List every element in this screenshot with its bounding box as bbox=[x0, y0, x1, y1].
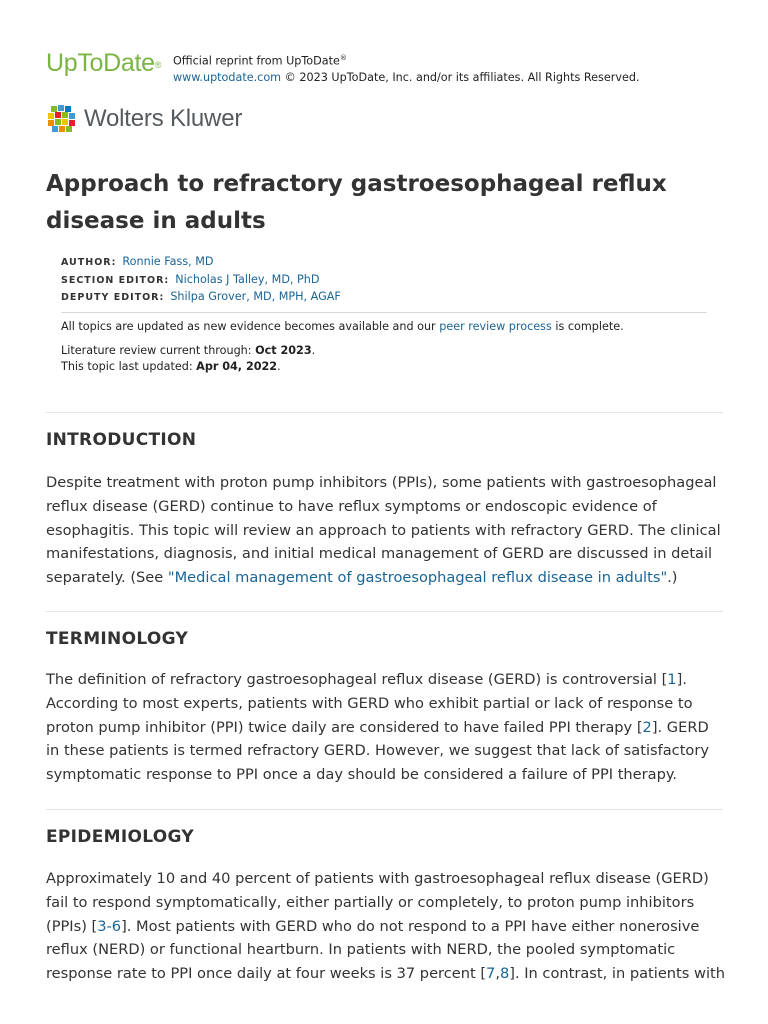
literature-review-date: Literature review current through: Oct 2023. bbox=[61, 344, 316, 357]
peer-review-link[interactable]: peer review process bbox=[439, 320, 552, 333]
uptodate-logo-text: UpToDate bbox=[46, 49, 155, 77]
reprint-notice bbox=[173, 50, 640, 86]
wolters-kluwer-mosaic-icon bbox=[46, 104, 78, 134]
terminology-paragraph: The definition of refractory gastroesophageal reflux disease (GERD) is controversial [1]. According to most experts, patients with GERD who exhibit partial or lack of response to proton pump inhibitor (PPI) twice daily are considered to have failed PPI therapy [2]. GERD in these patients is termed refractory GERD. However, we suggest that lack of satisfactory symptomatic response to PPI once a day should be considered a failure of PPI therapy. bbox=[46, 671, 709, 784]
registered-mark: ® bbox=[154, 60, 162, 70]
terminology-heading: TERMINOLOGY bbox=[46, 629, 189, 649]
uptodate-site-link[interactable]: www.uptodate.com bbox=[173, 70, 282, 84]
section-editor-name-link[interactable]: Nicholas J Talley, MD, PhD bbox=[175, 272, 320, 286]
section-editor-row bbox=[61, 272, 707, 290]
epidemiology-heading: EPIDEMIOLOGY bbox=[46, 827, 194, 847]
meta-divider bbox=[61, 312, 707, 313]
review-dates bbox=[61, 343, 315, 375]
reference-link[interactable]: 3-6 bbox=[97, 917, 122, 935]
deputy-editor-row bbox=[61, 289, 707, 307]
uptodate-logo[interactable] bbox=[46, 48, 161, 78]
reference-link[interactable]: 7 bbox=[486, 965, 496, 983]
author-role-label: AUTHOR: bbox=[61, 257, 117, 268]
update-note: All topics are updated as new evidence becomes available and our peer review process is complete. bbox=[61, 320, 624, 333]
author-block bbox=[61, 254, 707, 307]
author-name-link[interactable]: Ronnie Fass, MD bbox=[122, 255, 214, 268]
reference-link[interactable]: 2 bbox=[642, 718, 652, 736]
section-divider bbox=[46, 611, 723, 612]
reference-link[interactable]: 1 bbox=[667, 671, 677, 688]
section-divider bbox=[46, 412, 723, 413]
copyright-text: © 2023 UpToDate, Inc. and/or its affiliates. All Rights Reserved. bbox=[281, 70, 640, 84]
introduction-heading: INTRODUCTION bbox=[46, 430, 197, 450]
wolters-kluwer-logo[interactable] bbox=[46, 104, 242, 134]
copyright-line bbox=[173, 70, 640, 86]
deputy-editor-name-link[interactable]: Shilpa Grover, MD, MPH, AGAF bbox=[170, 290, 341, 303]
publisher-name: Wolters Kluwer bbox=[84, 105, 243, 132]
introduction-paragraph: Despite treatment with proton pump inhibitors (PPIs), some patients with gastroesophageal reflux disease (GERD) continue to have reflux symptoms or endoscopic evidence of esophagitis. This topic will review an approach to patients with refractory GERD. The clinical manifestations, diagnosis, and initial medical management of GERD are discussed in detail separately. (See "Medical management of gastroesophageal reflux disease in adults".) bbox=[46, 474, 721, 587]
medical-management-link[interactable]: "Medical management of gastroesophageal reflux disease in adults" bbox=[167, 569, 668, 587]
section-divider bbox=[46, 809, 723, 810]
reference-link[interactable]: 8 bbox=[499, 965, 510, 983]
reprint-line: Official reprint from UpToDate® bbox=[173, 54, 347, 68]
author-row bbox=[61, 254, 707, 272]
article-title: Approach to refractory gastroesophageal reflux disease in adults bbox=[46, 171, 667, 234]
epidemiology-paragraph: Approximately 10 and 40 percent of patients with gastroesophageal reflux disease (GERD) fail to respond symptomatically, either partially or completely, to proton pump inhibitors (PPIs) [3-6]. Most patients with GERD who do not respond to a PPI have either nonerosive reflux (NERD) or functional heartburn. In patients with NERD, the pooled symptomatic response rate to PPI once daily at four weeks is 37 percent [7,8]. In contrast, in patients with bbox=[46, 870, 725, 983]
section-editor-role-label: SECTION EDITOR: bbox=[61, 274, 170, 286]
deputy-editor-role-label: DEPUTY EDITOR: bbox=[61, 292, 165, 303]
last-updated-date: This topic last updated: Apr 04, 2022. bbox=[61, 360, 281, 373]
